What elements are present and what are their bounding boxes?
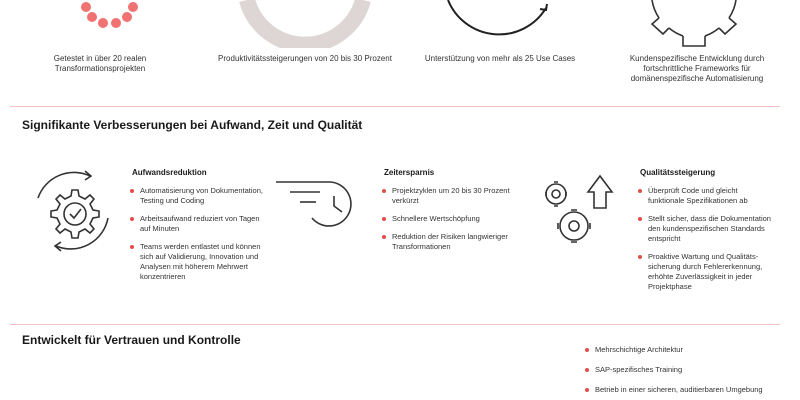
- list-item: Proaktive Wartung und Qualitäts-sicherung durch Fehlererkennung, erhöhte Zuverlässigkeit in jeder Projektphase: [636, 252, 774, 292]
- stat-card-use-cases: [400, 0, 600, 100]
- stat-card-productivity: [205, 0, 405, 100]
- list-item: Schnellere Wertschöpfung: [380, 214, 526, 224]
- section-divider: [10, 106, 780, 107]
- bullet-list: [636, 186, 774, 300]
- column-effort: [128, 160, 268, 310]
- column-heading: Zeitersparnis: [384, 168, 435, 177]
- column-quality: [636, 160, 776, 310]
- stat-caption: Kundenspezifische Entwicklung durch fortschrittliche Frameworks für domänenspezifische Automatisierung: [629, 54, 765, 83]
- column-heading: Aufwandsreduktion: [132, 168, 207, 177]
- gears-arrow-up-icon: [538, 172, 618, 252]
- stat-caption: Getestet in über 20 realen Transformationsprojekten: [53, 54, 147, 73]
- list-item: Projektzyklen um 20 bis 30 Prozent verkürzt: [380, 186, 526, 206]
- list-item: SAP-spezifisches Training: [583, 365, 763, 375]
- stat-caption: Produktivitätssteigerungen von 20 bis 30 Prozent: [218, 54, 392, 63]
- list-item: Mehrschichtige Architektur: [583, 345, 763, 355]
- fast-clock-icon: [272, 180, 372, 228]
- col-icon-time: [272, 180, 372, 228]
- gear-icon: [597, 0, 797, 48]
- list-item: Überprüft Code und gleicht funktionale Spezifikationen ab: [636, 186, 774, 206]
- stat-card-projects: [0, 0, 200, 100]
- list-item: Automatisierung von Dokumentation, Testing und Coding: [128, 186, 264, 206]
- list-item: Arbeitsaufwand reduziert von Tagen auf Minuten: [128, 214, 264, 234]
- section-title-improvements: Signifikante Verbesserungen bei Aufwand, Zeit und Qualität: [22, 118, 363, 132]
- list-item: Betrieb in einer sicheren, auditierbaren Umgebung: [583, 385, 763, 395]
- dots-circle-icon: [0, 0, 200, 48]
- column-heading: Qualitätssteigerung: [640, 168, 716, 177]
- stat-card-frameworks: [597, 0, 797, 100]
- col-icon-quality: [538, 172, 618, 252]
- gear-check-cycle-icon: [28, 168, 118, 254]
- section-divider: [10, 324, 780, 325]
- circular-arrow-icon: [400, 0, 600, 48]
- column-time: [380, 160, 530, 310]
- list-item: Reduktion der Risiken langwieriger Transformationen: [380, 232, 526, 252]
- bullet-list: [380, 186, 526, 260]
- list-item: Stellt sicher, dass die Dokumentation den kundenspezifischen Standards entspricht: [636, 214, 774, 244]
- bullet-list: [583, 345, 763, 400]
- ring-icon: [205, 0, 405, 48]
- stat-caption: Unterstützung von mehr als 25 Use Cases: [424, 54, 576, 63]
- stats-row: [0, 0, 800, 100]
- section-title-trust: Entwickelt für Vertrauen und Kontrolle: [22, 333, 241, 347]
- list-item: Teams werden entlastet und können sich auf Validierung, Innovation und Analysen mit höherem Mehrwert konzentrieren: [128, 242, 264, 282]
- col-icon-effort: [28, 168, 118, 254]
- bullet-list: [128, 186, 264, 290]
